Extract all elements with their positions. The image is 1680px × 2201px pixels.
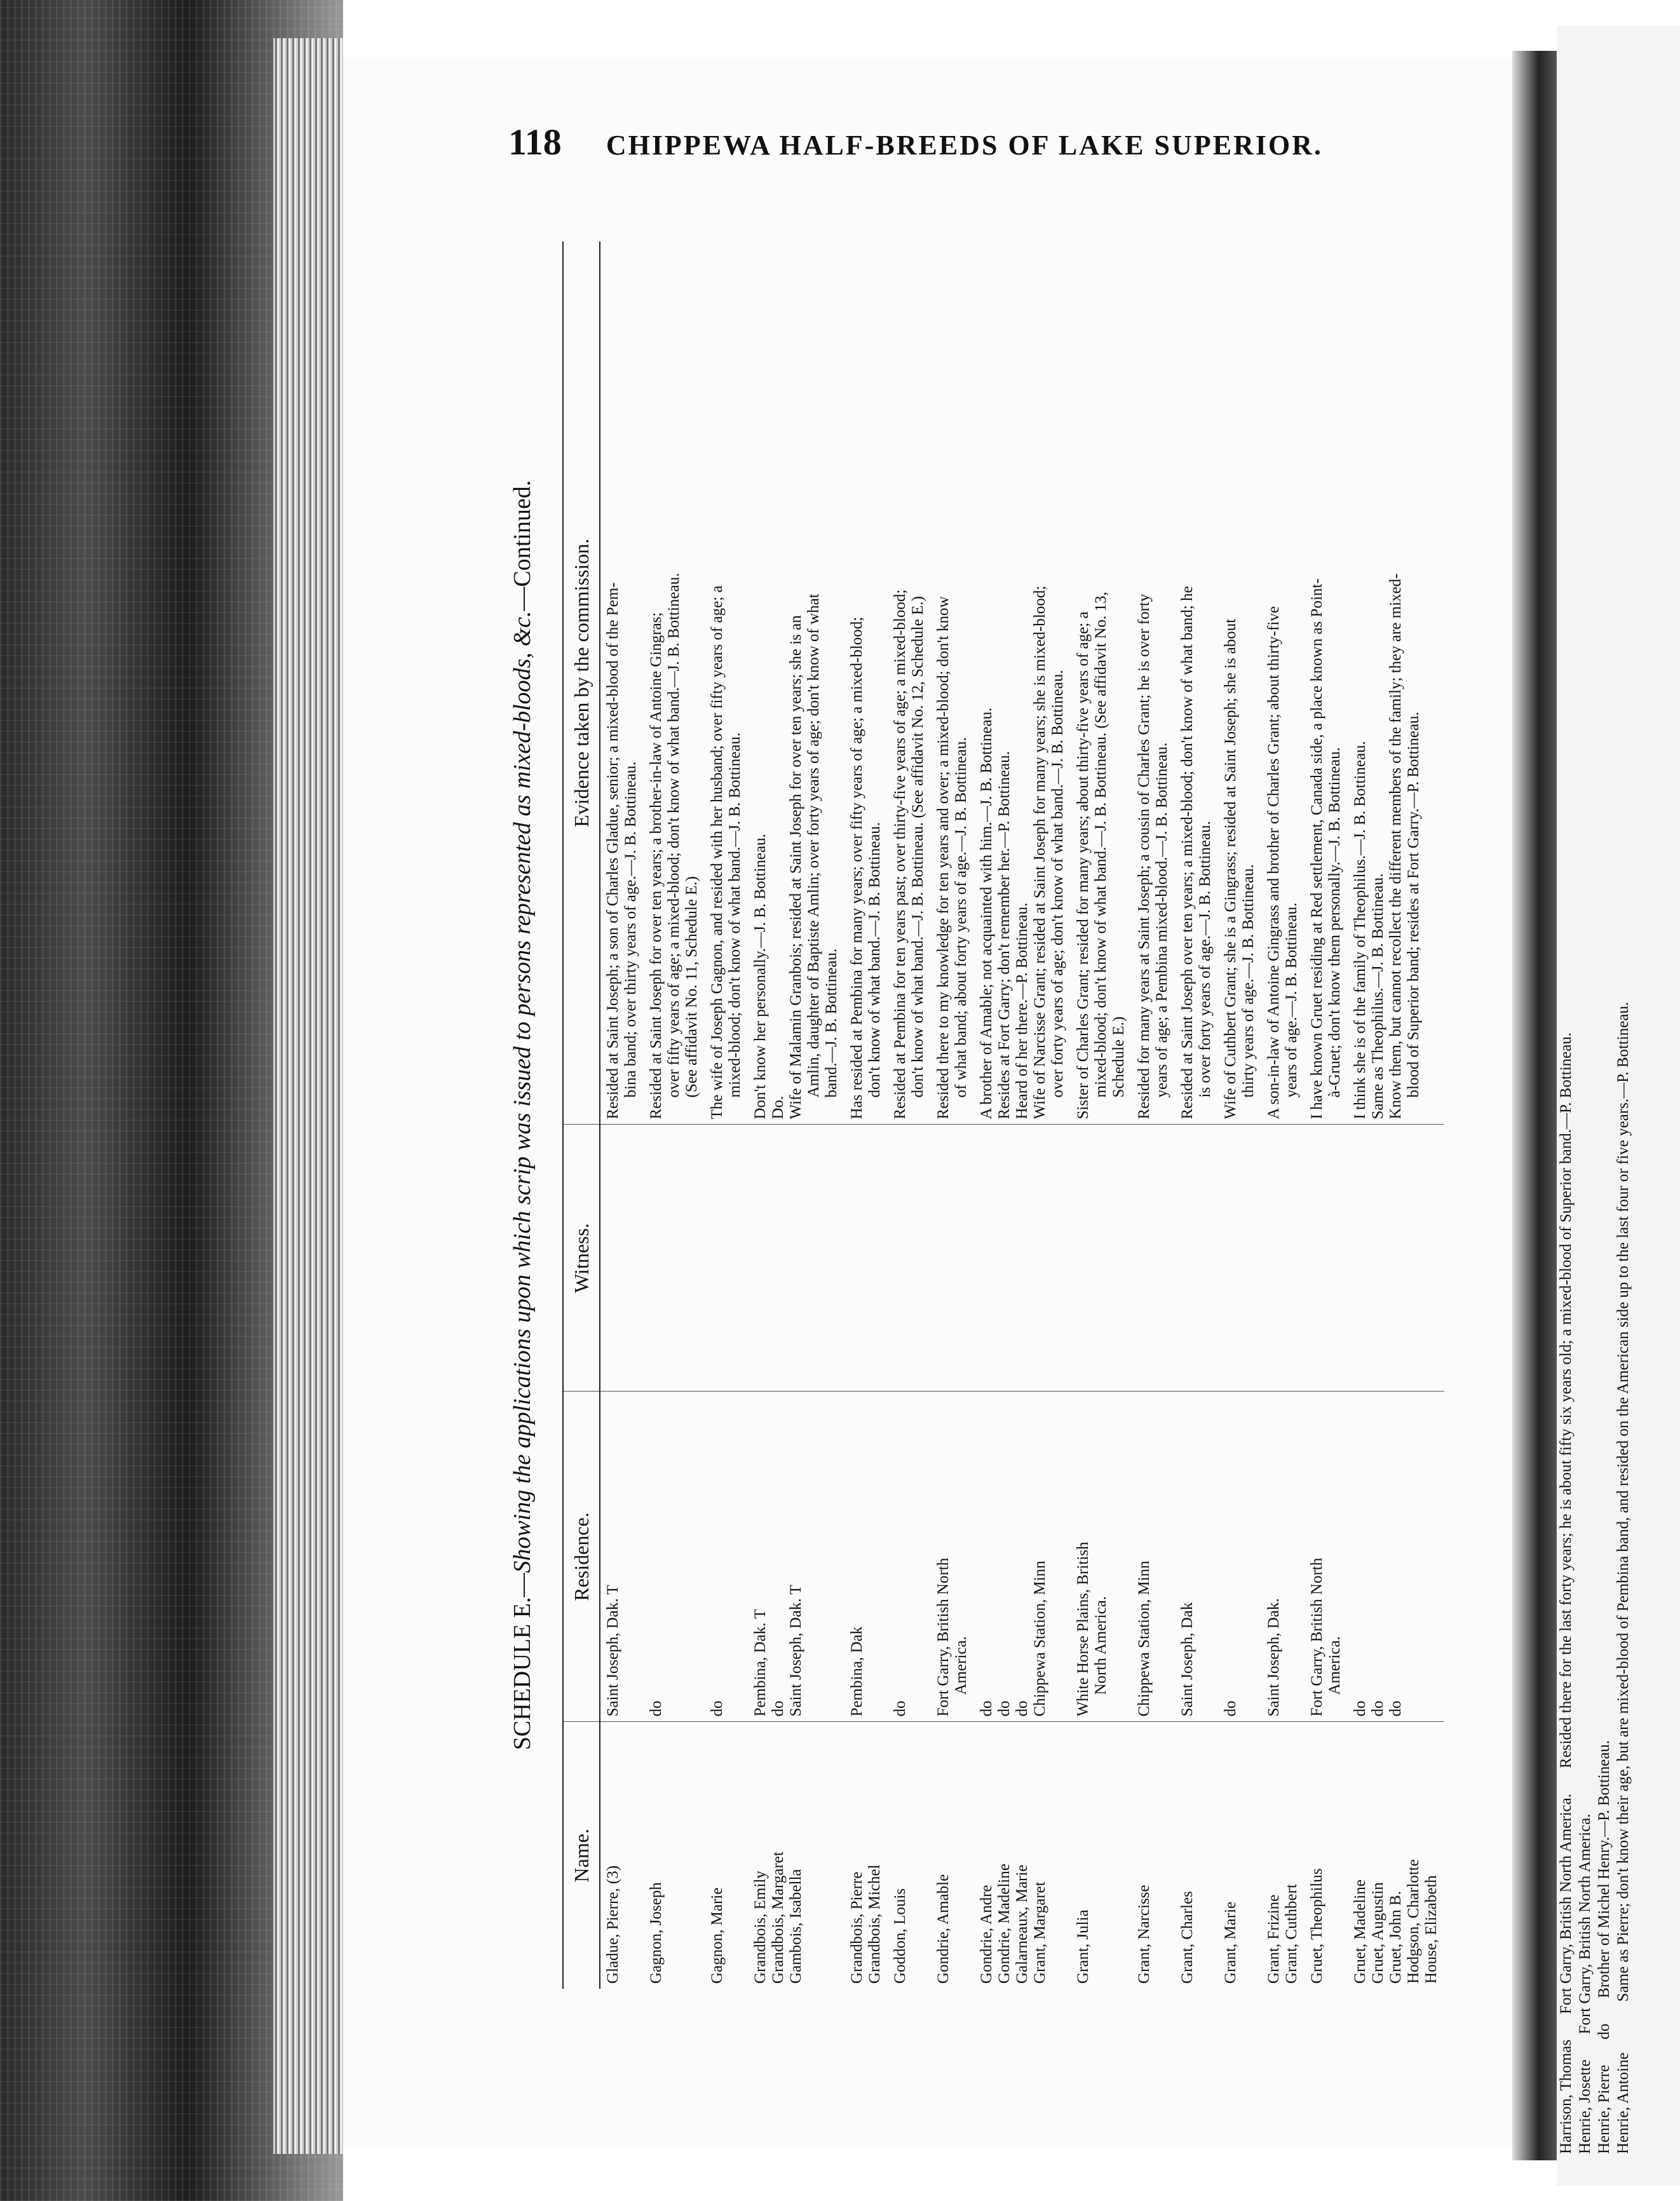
evidence-line: bina band; over thirty years of age.—J. B. Bottineau. (622, 761, 639, 1098)
name-cell (600, 1722, 644, 1989)
name-cell (1348, 1722, 1444, 1989)
residence-cell (888, 1392, 931, 1722)
person-name: Gruet, John B. (1387, 1891, 1404, 1984)
evidence-line: blood of Superior band; resides at Fort Garry.—P. Bottineau. (1405, 712, 1422, 1098)
residence-cell (1175, 1392, 1218, 1722)
person-name: Gondrie, Madeline (996, 1864, 1013, 1984)
evidence-cell (844, 241, 888, 1125)
schedule-body (600, 241, 1444, 1989)
person-name: Grant, Marie (1222, 1901, 1239, 1984)
person-name: Gambois, Isabella (787, 1869, 804, 1984)
witness-cell (644, 1125, 705, 1392)
evidence-line: mixed-blood; don't know of what band.—J. B. Bottineau. (726, 732, 743, 1098)
evidence-line: Resides at Fort Garry; don't remember her.—P. Bottineau. (996, 751, 1013, 1120)
evidence-line: mixed-blood; don't know of what band.—J. B. Bottineau. (See affidavit No. 13, (1092, 592, 1109, 1098)
name-cell (748, 1722, 844, 1989)
page-title: CHIPPEWA HALF-BREEDS OF LAKE SUPERIOR. (606, 130, 1323, 161)
evidence-line: The wife of Joseph Gagnon, and resided with her husband; over fifty years of age; a (708, 585, 726, 1120)
person-name: Grant, Narcisse (1135, 1885, 1153, 1984)
evidence-line: Do. (769, 1095, 787, 1120)
name-cell (974, 1722, 1071, 1989)
name-cell (705, 1722, 748, 1989)
next-page-name: Henrie, Antoine (1615, 2052, 1632, 2154)
name-cell (644, 1722, 705, 1989)
next-page-residence: Fort Garry, British North America. (1557, 1793, 1575, 2014)
evidence-line: don't know of what band.—J. B. Bottineau. (See affidavit No. 12, Schedule E.) (909, 596, 926, 1098)
evidence-line: Know them, but cannot recollect the different members of the family; they are mixed- (1387, 573, 1404, 1120)
evidence-cell (748, 241, 844, 1125)
evidence-line: Wife of Malamin Granbois; resided at Saint Joseph for over ten years; she is an (787, 615, 804, 1120)
table-row (1348, 241, 1444, 1989)
evidence-line: Wife of Cuthbert Grant; she is a Gingrass; resided at Saint Joseph; she is about (1222, 618, 1239, 1120)
residence-line: do (647, 1700, 665, 1717)
residence-cell (705, 1392, 748, 1722)
person-name: Gruet, Augustin (1369, 1882, 1386, 1984)
residence-line: do (978, 1700, 995, 1717)
schedule-title-italic: Showing the applications upon which scrip was issued to persons represented as mixed-bloods, &c. (509, 611, 536, 1573)
person-name: Goddon, Louis (891, 1888, 909, 1984)
person-name: Gondrie, Amable (935, 1874, 952, 1984)
witness-cell (844, 1125, 888, 1392)
person-name: Galarneaux, Marie (1013, 1864, 1031, 1984)
evidence-line: Amlin, daughter of Baptiste Amlin; over forty years of age; don't know of what (805, 593, 822, 1098)
residence-line: America. (1326, 1636, 1343, 1695)
schedule-rotated-block (508, 241, 1440, 1989)
residence-line: do (891, 1700, 909, 1717)
evidence-line: A brother of Amable; not acquainted with him.—J. B. Bottineau. (978, 707, 995, 1120)
next-page-evidence: Same as Pierre; don't know their age, but are mixed-blood of Pembina band, and resided on the American side up to the last four or five years.—P. Bottineau. (1615, 1001, 1632, 2002)
person-name: Grandbois, Pierre (848, 1871, 865, 1984)
person-name: Grant, Cuthbert (1283, 1884, 1300, 1984)
evidence-cell (600, 241, 644, 1125)
residence-line: do (1369, 1700, 1386, 1717)
name-cell (1261, 1722, 1304, 1989)
residence-cell (974, 1392, 1071, 1722)
residence-line: Saint Joseph, Dak. (1265, 1598, 1282, 1717)
witness-cell (931, 1125, 974, 1392)
residence-line: America. (952, 1636, 970, 1695)
evidence-line: over fifty years of age; a mixed-blood; don't know of what band.—J. B. Bottineau. (665, 572, 682, 1098)
evidence-line: band.—J. B. Bottineau. (823, 948, 840, 1098)
table-row (1132, 241, 1175, 1989)
residence-line: do (1013, 1700, 1031, 1717)
residence-cell (1261, 1392, 1304, 1722)
residence-line: Saint Joseph, Dak (1179, 1602, 1196, 1717)
evidence-cell (644, 241, 705, 1125)
residence-line: Fort Garry, British North (935, 1557, 952, 1717)
residence-cell (1071, 1392, 1132, 1722)
page-number: 118 (508, 121, 562, 163)
next-page-row (1614, 57, 1633, 2154)
next-page-partial-text (1557, 57, 1633, 2154)
evidence-line: is over forty years of age.—J. B. Bottineau. (1196, 821, 1214, 1098)
header-name: Name. (563, 1722, 600, 1989)
next-page-residence: do (1595, 2023, 1613, 2040)
table-row (844, 241, 888, 1989)
residence-line: Chippewa Station, Minn (1031, 1561, 1048, 1717)
next-page-name: Henrie, Pierre (1595, 2064, 1613, 2154)
name-cell (1175, 1722, 1218, 1989)
person-name: Grant, Margaret (1031, 1881, 1048, 1984)
residence-line: Saint Joseph, Dak. T (604, 1585, 621, 1717)
gutter-shadow (1512, 51, 1557, 2160)
table-row (974, 241, 1071, 1989)
evidence-line: over forty years of age; don't know of what band.—J. B. Bottineau. (1049, 670, 1066, 1098)
residence-line: Fort Garry, British North (1308, 1557, 1325, 1717)
name-cell (888, 1722, 931, 1989)
name-cell (1132, 1722, 1175, 1989)
page-header (508, 121, 1385, 163)
person-name: Grandbois, Emily (752, 1871, 769, 1984)
evidence-line: thirty years of age.—J. B. Bottineau. (1240, 864, 1257, 1098)
table-row (931, 241, 974, 1989)
residence-cell (844, 1392, 888, 1722)
evidence-line: Resided there to my knowledge for ten years and over; a mixed-blood; don't know (935, 596, 952, 1120)
person-name: Gondrie, Andre (978, 1885, 995, 1984)
table-row (748, 241, 844, 1989)
residence-cell (931, 1392, 974, 1722)
person-name: Hodgson, Charlotte (1405, 1859, 1422, 1984)
table-row (1218, 241, 1261, 1989)
table-row (1071, 241, 1132, 1989)
evidence-cell (1348, 241, 1444, 1125)
evidence-line: Schedule E.) (1110, 1016, 1127, 1098)
evidence-cell (974, 241, 1071, 1125)
residence-cell (1348, 1392, 1444, 1722)
evidence-line: I think she is of the family of Theophilus.—J. B. Bottineau. (1351, 741, 1369, 1120)
residence-line: do (769, 1700, 787, 1717)
name-cell (1218, 1722, 1261, 1989)
table-row (600, 241, 644, 1989)
person-name: Grant, Frizine (1265, 1894, 1282, 1984)
evidence-cell (705, 241, 748, 1125)
evidence-line: (See affidavit No. 11, Schedule E.) (683, 876, 700, 1098)
residence-cell (1218, 1392, 1261, 1722)
person-name: Grant, Charles (1179, 1891, 1196, 1984)
schedule-title-tail: —Continued. (509, 480, 536, 611)
evidence-line: Resided at Saint Joseph over ten years; a mixed-blood; don't know of what band; he (1179, 586, 1196, 1120)
evidence-line: Wife of Narcisse Grant; resided at Saint Joseph for many years; she is mixed-blood; (1031, 585, 1048, 1120)
person-name: Gladue, Pierre, (3) (604, 1865, 621, 1984)
next-page-evidence: Resided there for the last forty years; he is about fifty six years old; a mixed-blood of Superior band.—P. Bottineau. (1557, 1032, 1575, 1768)
person-name: Gagnon, Joseph (647, 1882, 665, 1984)
witness-cell (600, 1125, 644, 1392)
residence-line: do (1387, 1700, 1404, 1717)
person-name: Grandbois, Michel (866, 1864, 883, 1984)
next-page-row (1557, 57, 1576, 2154)
witness-cell (748, 1125, 844, 1392)
schedule-title-lead: SCHEDULE E.— (509, 1573, 536, 1751)
schedule-header-row (563, 241, 600, 1989)
next-page-name: Harrison, Thomas (1557, 2039, 1575, 2154)
evidence-line: Same as Theophilus.—J. B. Bottineau. (1369, 873, 1386, 1120)
residence-line: do (996, 1700, 1013, 1717)
witness-cell (1132, 1125, 1175, 1392)
evidence-line: years of age.—J. B. Bottineau. (1283, 902, 1300, 1098)
name-cell (844, 1722, 888, 1989)
evidence-cell (1218, 241, 1261, 1125)
evidence-line: Has resided at Pembina for many years; over fifty years of age; a mixed-blood; (848, 616, 865, 1120)
evidence-line: Resided for many years at Saint Joseph; a cousin of Charles Grant; he is over forty (1135, 593, 1153, 1120)
table-row (888, 241, 931, 1989)
table-row (1261, 241, 1304, 1989)
next-page-row (1576, 57, 1595, 2154)
header-evidence: Evidence taken by the commission. (563, 241, 600, 1125)
evidence-cell (1071, 241, 1132, 1125)
residence-line: do (1351, 1700, 1369, 1717)
evidence-line: of what band; about forty years of age.—J. B. Bottineau. (952, 737, 970, 1098)
evidence-line: Resided at Saint Joseph for over ten years; a brother-in-law of Antoine Gingras; (647, 612, 665, 1120)
evidence-line: Sister of Charles Grant; resided for many years; about thirty-five years of age; a (1074, 611, 1092, 1120)
evidence-line: don't know of what band.—J. B. Bottineau. (866, 822, 883, 1098)
residence-line: North America. (1092, 1595, 1109, 1695)
name-cell (1304, 1722, 1348, 1989)
residence-line: do (708, 1700, 726, 1717)
person-name: House, Elizabeth (1423, 1875, 1440, 1984)
person-name: Gruet, Theophilus (1308, 1868, 1325, 1984)
residence-cell (1132, 1392, 1175, 1722)
evidence-cell (888, 241, 931, 1125)
evidence-cell (1132, 241, 1175, 1125)
residence-line: do (1222, 1700, 1239, 1717)
evidence-line: I have known Gruet residing at Red settlement, Canada side, a place known as Point- (1308, 578, 1325, 1120)
page-edges (273, 38, 343, 2154)
evidence-line: Resided at Saint Joseph; a son of Charles Gladue, senior; a mixed-blood of the Pem- (604, 582, 621, 1120)
residence-cell (600, 1392, 644, 1722)
next-page-evidence: Brother of Michel Henry.—P. Bottineau. (1595, 1740, 1613, 1998)
witness-cell (1218, 1125, 1261, 1392)
next-page-edge (1557, 25, 1680, 2186)
evidence-line: Heard of her there.—P. Bottineau. (1013, 902, 1031, 1120)
table-row (1304, 241, 1348, 1989)
evidence-line: Don't know her personally.—J. B. Bottineau. (752, 834, 769, 1120)
schedule-title (508, 241, 546, 1989)
residence-line: Saint Joseph, Dak. T (787, 1585, 804, 1717)
table-row (705, 241, 748, 1989)
person-name: Grandbois, Margaret (769, 1852, 787, 1984)
witness-cell (1175, 1125, 1218, 1392)
name-cell (931, 1722, 974, 1989)
residence-line: Chippewa Station, Minn (1135, 1561, 1153, 1717)
person-name: Gagnon, Marie (708, 1887, 726, 1984)
residence-cell (644, 1392, 705, 1722)
witness-cell (1348, 1125, 1444, 1392)
name-cell (1071, 1722, 1132, 1989)
witness-cell (974, 1125, 1071, 1392)
evidence-line: Resided at Pembina for ten years past; over thirty-five years of age; a mixed-blood; (891, 589, 909, 1120)
residence-line: Pembina, Dak (848, 1626, 865, 1717)
table-row (644, 241, 705, 1989)
witness-cell (888, 1125, 931, 1392)
evidence-line: years of age; a Pembina mixed-blood.—J. B. Bottineau. (1153, 742, 1170, 1098)
residence-cell (748, 1392, 844, 1722)
residence-cell (1304, 1392, 1348, 1722)
evidence-cell (1175, 241, 1218, 1125)
evidence-cell (931, 241, 974, 1125)
witness-cell (1304, 1125, 1348, 1392)
person-name: Gruet, Madeline (1351, 1879, 1369, 1984)
next-page-row (1595, 57, 1614, 2154)
witness-cell (1071, 1125, 1132, 1392)
next-page-name: Henrie, Josette (1576, 2059, 1594, 2154)
evidence-line: à-Gruet; don't know them personally.—J. B. Bottineau. (1326, 747, 1343, 1098)
evidence-cell (1261, 241, 1304, 1125)
residence-line: White Horse Plains, British (1074, 1541, 1092, 1717)
witness-cell (705, 1125, 748, 1392)
schedule-table (562, 241, 1444, 1989)
table-row (1175, 241, 1218, 1989)
header-witness: Witness. (563, 1125, 600, 1392)
next-page-residence: Fort Garry, British North America. (1576, 1813, 1594, 2035)
evidence-cell (1304, 241, 1348, 1125)
header-residence: Residence. (563, 1392, 600, 1722)
evidence-line: A son-in-law of Antoine Gingrass and brother of Charles Grant; about thirty-five (1265, 606, 1282, 1120)
residence-line: Pembina, Dak. T (752, 1609, 769, 1717)
witness-cell (1261, 1125, 1304, 1392)
person-name: Grant, Julia (1074, 1909, 1092, 1984)
